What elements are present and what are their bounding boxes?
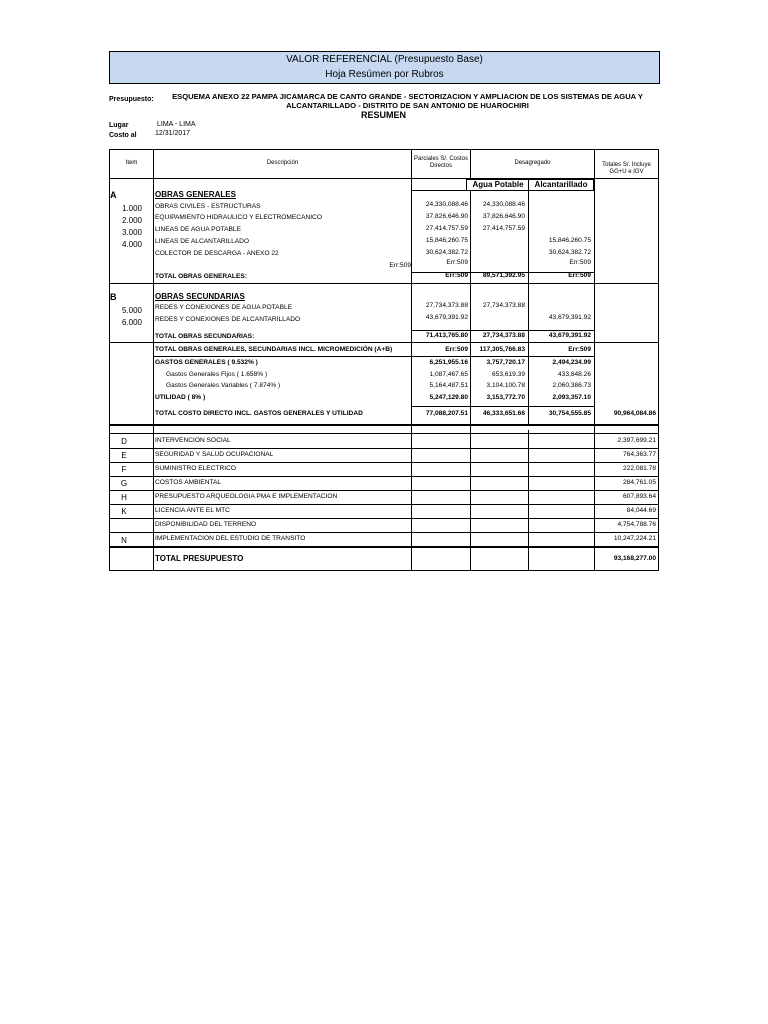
- row-item: 5.000: [121, 306, 143, 315]
- row-item: 3.000: [121, 228, 143, 237]
- tcd-total: 90,964,084.86: [613, 410, 656, 417]
- ggf-alc: 433,848.26: [557, 371, 591, 378]
- row-parcial: 27,414,757.59: [425, 225, 468, 232]
- section-b-title: OBRAS SECUNDARIAS: [155, 292, 245, 301]
- row-alc: 15,846,260.75: [548, 237, 591, 244]
- row-desc: LINEAS DE AGUA POTABLE: [155, 226, 241, 233]
- row-item: H: [121, 493, 127, 502]
- row-desc: REDES Y CONEXIONES DE ALCANTARILLADO: [155, 316, 301, 323]
- total-a-alc: Err:509: [568, 272, 591, 279]
- err-parcial: Err:509: [446, 259, 468, 266]
- row-alc: 43,679,391.92: [548, 314, 591, 321]
- row-item: 1.000: [121, 204, 143, 213]
- row-desc: IMPLEMENTACION DEL ESTUDIO DE TRANSITO: [155, 535, 306, 542]
- row-desc: SEGURIDAD Y SALUD OCUPACIONAL: [155, 451, 274, 458]
- row-total: 607,893.64: [622, 493, 656, 500]
- col-desagregado-header: Desagregado: [514, 160, 551, 166]
- col-agua-header: Agua Potable: [466, 179, 530, 191]
- ggf-parcial: 1,087,467.65: [429, 371, 468, 378]
- row-parcial: 27,734,373.88: [425, 302, 468, 309]
- ggv-alc: 2,060,386.73: [552, 382, 591, 389]
- gg-agua: 3,757,720.17: [486, 359, 525, 366]
- col-descripcion-header: Descripción: [266, 160, 299, 166]
- costo-value: 12/31/2017: [155, 130, 191, 137]
- utilidad-parcial: 5,247,129.80: [429, 394, 468, 401]
- row-total: 284,761.05: [622, 479, 656, 486]
- grand-total-label: TOTAL PRESUPUESTO: [155, 554, 244, 563]
- lugar-label: Lugar: [109, 122, 129, 129]
- row-alc: 30,624,382.72: [548, 249, 591, 256]
- col-alcantarillado-header: Alcantarillado: [528, 179, 594, 191]
- tcd-alc: 30,754,555.85: [548, 410, 591, 417]
- row-desc: COSTOS AMBIENTAL: [155, 479, 222, 486]
- grand-total-value: 93,168,277.00: [613, 555, 656, 562]
- row-item: N: [121, 536, 127, 545]
- presupuesto-value: [160, 92, 655, 110]
- gg-label: GASTOS GENERALES ( 9.532% ): [155, 359, 258, 366]
- total-b-agua: 27,734,373.88: [482, 332, 525, 339]
- row-item: 4.000: [121, 240, 143, 249]
- utilidad-agua: 3,153,772.70: [486, 394, 525, 401]
- row-total: 10,247,224.21: [613, 535, 656, 542]
- resumen-heading: RESUMEN: [360, 110, 406, 120]
- row-desc: LICENCIA ANTE EL MTC: [155, 507, 230, 514]
- row-item: F: [121, 465, 127, 474]
- presupuesto-line1: ESQUEMA ANEXO 22 PAMPA JICAMARCA DE CANTO GRANDE - SECTORIZACION Y AMPLIACION DE LOS SISTEMAS DE AGUA Y: [172, 92, 643, 101]
- err-alc: Err:509: [569, 259, 591, 266]
- total-b-parcial: 71,413,765.80: [425, 332, 468, 339]
- total-a-parcial: Err:509: [445, 272, 468, 279]
- total-b-label: TOTAL OBRAS SECUNDARIAS:: [155, 333, 255, 340]
- row-item: 2.000: [121, 216, 143, 225]
- section-a-title: OBRAS GENERALES: [155, 190, 236, 199]
- row-parcial: 15,846,260.75: [425, 237, 468, 244]
- presupuesto-line2: ALCANTARILLADO - DISTRITO DE SAN ANTONIO DE HUAROCHIRI: [286, 101, 529, 110]
- total-ab-agua: 117,305,766.83: [479, 346, 525, 353]
- tcd-agua: 46,333,651.66: [482, 410, 525, 417]
- row-total: 4,754,788.76: [617, 521, 656, 528]
- row-item: D: [121, 437, 127, 446]
- total-ab-alc: Err:509: [568, 346, 591, 353]
- row-desc: EQUIPAMIENTO HIDRAULICO Y ELECTROMECANICO: [155, 214, 322, 221]
- row-desc: SUMINISTRO ELECTRICO: [155, 465, 236, 472]
- total-ab-parcial: Err:509: [445, 346, 468, 353]
- section-b-letter: B: [110, 292, 117, 302]
- col-totales-header: Totales S/. Incluye GG+U e IGV: [602, 162, 651, 175]
- row-total: 764,363.77: [622, 451, 656, 458]
- row-total: 84,044.69: [626, 507, 656, 514]
- total-a-label: TOTAL OBRAS GENERALES:: [155, 273, 247, 280]
- row-desc: DISPONIBILIDAD DEL TERRENO: [155, 521, 257, 528]
- ggf-label: Gastos Generales Fijos ( 1.658% ): [166, 371, 268, 378]
- ggv-parcial: 5,164,487.51: [429, 382, 468, 389]
- costo-label: Costo al: [109, 132, 137, 139]
- row-item: K: [121, 507, 127, 516]
- row-desc: OBRAS CIVILES - ESTRUCTURAS: [155, 203, 261, 210]
- utilidad-alc: 2,093,357.10: [552, 394, 591, 401]
- lugar-value: LIMA - LIMA: [157, 121, 196, 128]
- col-item-header: Item: [125, 160, 138, 166]
- row-desc: PRESUPUESTO ARQUEOLOGIA PMA E IMPLEMENTACION: [155, 493, 338, 500]
- ggf-agua: 653,619.39: [491, 371, 525, 378]
- err-desc: Err:509: [389, 262, 411, 269]
- row-parcial: 37,826,646.90: [425, 213, 468, 220]
- row-agua: 24,330,088.46: [482, 201, 525, 208]
- row-parcial: 43,679,391.92: [425, 314, 468, 321]
- row-desc: LINEAS DE ALCANTARILLADO: [155, 238, 250, 245]
- report-header: [109, 51, 660, 84]
- row-desc: INTERVENCION SOCIAL: [155, 437, 231, 444]
- tcd-label: TOTAL COSTO DIRECTO INCL. GASTOS GENERALES Y UTILIDAD: [155, 410, 363, 417]
- total-a-agua: 89,571,392.95: [482, 272, 525, 279]
- report-title: VALOR REFERENCIAL (Presupuesto Base): [286, 54, 483, 65]
- ggv-agua: 3,104,100.78: [486, 382, 525, 389]
- row-item: E: [121, 451, 127, 460]
- gg-alc: 2,494,234.99: [552, 359, 591, 366]
- ggv-label: Gastos Generales Variables ( 7.874% ): [166, 382, 281, 389]
- section-a-letter: A: [110, 190, 117, 200]
- row-item: G: [120, 479, 128, 488]
- row-parcial: 24,330,088.46: [425, 201, 468, 208]
- row-total: 222,081.78: [622, 465, 656, 472]
- col-parciales-header: Parciales S/. Costos Directos: [413, 156, 469, 169]
- row-item: 6.000: [121, 318, 143, 327]
- total-b-alc: 43,679,391.92: [548, 332, 591, 339]
- utilidad-label: UTILIDAD ( 8% ): [155, 394, 206, 401]
- report-subtitle: Hoja Resúmen por Rubros: [325, 69, 444, 80]
- row-desc: COLECTOR DE DESCARGA - ANEXO 22: [155, 250, 279, 257]
- row-agua: 27,414,757.59: [482, 225, 525, 232]
- tcd-parcial: 77,088,207.51: [425, 410, 468, 417]
- row-total: 2,397,699.21: [617, 437, 656, 444]
- row-agua: 27,734,373.88: [482, 302, 525, 309]
- row-agua: 37,826,646.90: [482, 213, 525, 220]
- row-parcial: 30,624,382.72: [425, 249, 468, 256]
- row-desc: REDES Y CONEXIONES DE AGUA POTABLE: [155, 304, 293, 311]
- total-ab-label: TOTAL OBRAS GENERALES, SECUNDARIAS INCL. MICROMEDICIÓN (A+B): [155, 346, 393, 353]
- gg-parcial: 6,251,955.16: [429, 359, 468, 366]
- presupuesto-label: Presupuesto:: [109, 96, 154, 103]
